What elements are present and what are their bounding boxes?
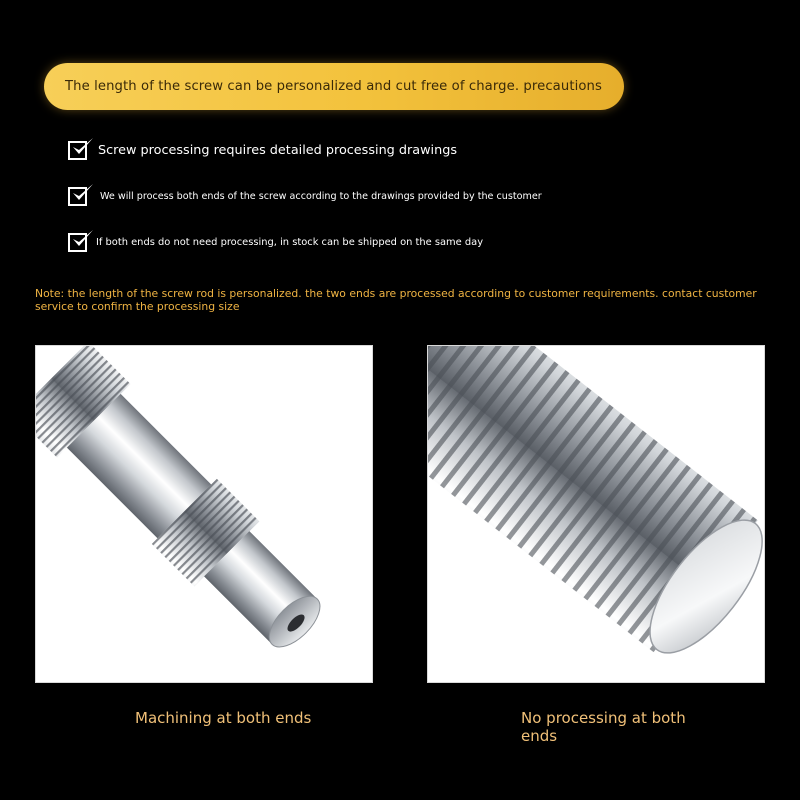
note-text: Note: the length of the screw rod is personalized. the two ends are processed according to customer requirements. contact customer service to confirm the processing size (35, 287, 757, 313)
checkbox-checked-icon (68, 141, 87, 160)
caption-machined-ends: Machining at both ends (135, 709, 312, 727)
product-photo-machined-ends (35, 345, 373, 683)
banner-text: The length of the screw can be personalized and cut free of charge. precautions (65, 79, 602, 94)
checklist-item-text: Screw processing requires detailed processing drawings (98, 143, 458, 158)
banner (44, 63, 624, 110)
checklist-item (68, 187, 542, 206)
checkbox-checked-icon (68, 233, 87, 252)
checklist-item (68, 141, 457, 160)
checklist-item-text: We will process both ends of the screw according to the drawings provided by the customer (100, 191, 542, 202)
checkbox-checked-icon (68, 187, 87, 206)
checklist-item-text: If both ends do not need processing, in stock can be shipped on the same day (96, 237, 484, 248)
caption-unprocessed-ends: No processing at both ends (521, 709, 686, 745)
checklist-item (68, 233, 483, 252)
product-photo-unprocessed-ends (427, 345, 765, 683)
